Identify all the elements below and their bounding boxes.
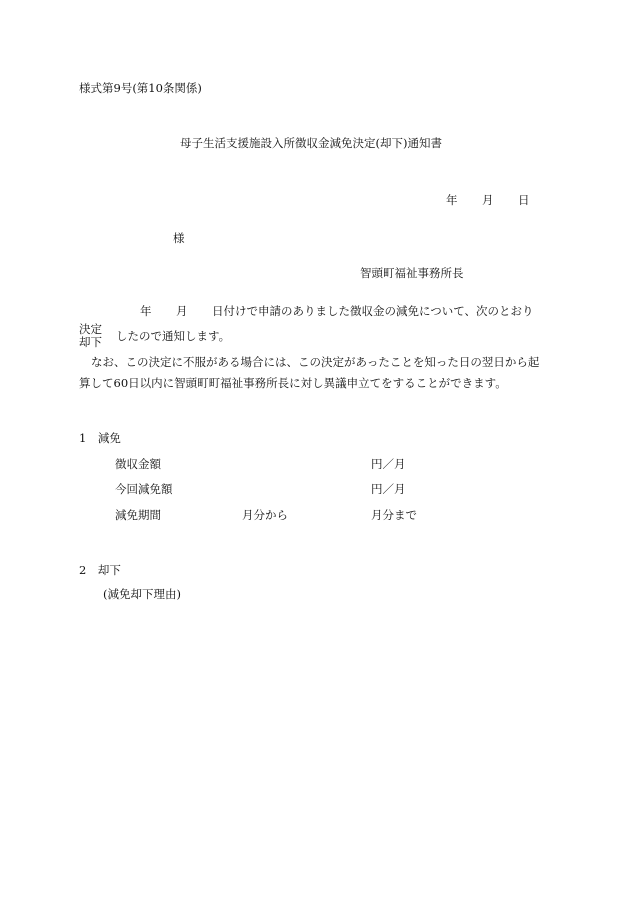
choice-rejected: 却下: [79, 335, 102, 349]
date-day: 日: [518, 193, 530, 207]
decision-choice: [79, 323, 102, 349]
issuer-name: 智頭町福祉事務所長: [360, 266, 464, 280]
body-line1-text: 日付けで申請のありました徴収金の減免について、次のとおり: [212, 304, 534, 318]
row-fee-amount-unit: 円／月: [371, 457, 406, 471]
row-period-from: 月分から: [242, 508, 288, 522]
section2-heading: 2 却下: [79, 563, 121, 577]
body-line2-suffix: したので通知します。: [116, 329, 231, 343]
date-year: 年: [446, 193, 458, 207]
row-reduction-amount-unit: 円／月: [371, 482, 406, 496]
row-period-to: 月分まで: [371, 508, 417, 522]
rejection-reason-label: (減免却下理由): [103, 587, 181, 601]
objection-line2: 算して60日以内に智頭町町福祉事務所長に対し異議申立てをすることができます。: [79, 376, 507, 390]
row-fee-amount-label: 徴収金額: [115, 457, 161, 471]
document-title: 母子生活支援施設入所徴収金減免決定(却下)通知書: [180, 136, 442, 150]
row-period-label: 減免期間: [115, 508, 161, 522]
body-year: 年: [140, 304, 152, 318]
addressee-honorific: 様: [173, 231, 185, 245]
date-month: 月: [482, 193, 494, 207]
row-reduction-amount-label: 今回減免額: [115, 482, 173, 496]
body-month: 月: [176, 304, 188, 318]
choice-decided: 決定: [79, 322, 102, 336]
section1-heading: 1 減免: [79, 431, 121, 445]
form-number: 様式第9号(第10条関係): [79, 81, 202, 95]
objection-line1: なお、この決定に不服がある場合には、この決定があったことを知った日の翌日から起: [91, 355, 540, 369]
